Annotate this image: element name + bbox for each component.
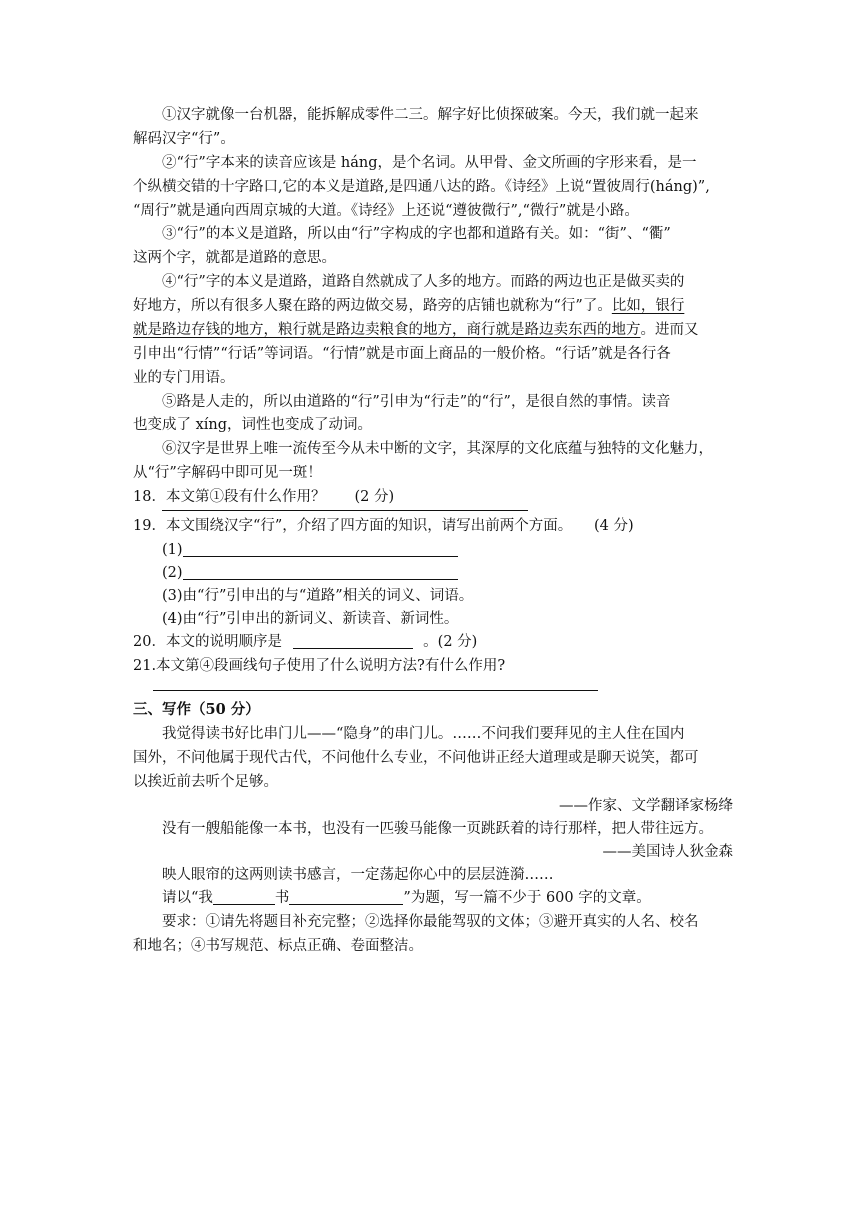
q19-item-2-blank[interactable] [183,563,458,580]
quote1-line3: 以挨近前去听个足够。 [133,774,278,790]
q19-item-4: (4)由“行”引申出的新词义、新读音、新词性。 [162,611,459,627]
prompt-part-2: 书 [274,890,290,906]
title-blank-2[interactable] [289,888,403,905]
q18-answer-line[interactable] [162,510,528,511]
question-19: 19．本文围绕汉字“行”，介绍了四方面的知识，请写出前两个方面。 (4 分) [133,518,634,534]
requirements-line1: 要求：①请先将题目补充完整；②选择你最能驾驭的文体；③避开真实的人名、校名 [162,914,699,930]
p3-line1: ③“行”的本义是道路，所以由“行”字构成的字也都和道路有关。如：“街”、“衢” [162,226,671,242]
p2-line3: “周行”就是通向西周京城的大道。《诗经》上还说“遵彼微行”,“微行”就是小路。 [133,203,639,219]
p4-line2 [133,294,733,318]
question-18: 18．本文第①段有什么作用？ (2 分) [133,489,395,505]
p6-line2: 从“行”字解码中即可见一斑！ [133,465,322,481]
requirements-line2: 和地名；④书写规范、标点正确、卷面整洁。 [133,938,423,954]
q20-score: 。(2 分) [423,634,478,650]
quote2-source: ——美国诗人狄金森 [602,844,733,860]
p2-line1: ②“行”字本来的读音应该是 háng，是个名词。从甲骨、金文所画的字形来看，是一 [162,155,697,171]
writing-lead: 映人眼帘的这两则读书感言，一定荡起你心中的层层涟漪…… [162,867,554,883]
q19-item-1-blank[interactable] [183,540,458,557]
p4-line4: 引申出“行情”“行话”等词语。“行情”就是市面上商品的一般价格。“行话”就是各行各 [133,346,671,362]
underlined-sentence-end: 就是路边存钱的地方，粮行就是路边卖粮食的地方，商行就是路边卖东西的地方 [133,322,641,338]
p4-line2-text: 好地方，所以有很多人聚在路的两边做交易，路旁的店铺也就称为“行”了。 [133,298,612,314]
q19-item-2-label: (2) [162,565,183,581]
quote1-line2: 国外，不问他属于现代古代，不问他什么专业，不问他讲正经大道理或是聊天说笑，都可 [133,750,699,766]
p4-line3-text: 。进而又 [640,322,699,338]
p1-line1: ①汉字就像一台机器，能拆解成零件二三。解字好比侦探破案。今天，我们就一起来 [162,107,699,123]
question-20 [133,630,733,654]
quote2: 没有一艘船能像一本书，也没有一匹骏马能像一页跳跃着的诗行那样，把人带往远方。 [162,821,713,837]
p6-line1: ⑥汉字是世界上唯一流传至今从未中断的文字，其深厚的文化底蕴与独特的文化魅力， [162,441,713,457]
q19-item-2 [162,561,733,585]
underlined-sentence-start: 比如，银行 [611,298,685,314]
p3-line2: 这两个字，就都是道路的意思。 [133,250,336,266]
quote1-source: ——作家、文学翻译家杨绛 [559,798,733,814]
prompt-part-3: ”为题，写一篇不少于 600 字的文章。 [403,890,651,906]
q19-item-3: (3)由“行”引申出的与“道路”相关的词义、词语。 [162,588,474,604]
p5-line2: 也变成了 xíng，词性也变成了动词。 [133,417,373,433]
q20-text: 20．本文的说明顺序是 [133,634,282,650]
q19-item-1 [162,538,733,562]
p4-line1: ④“行”字的本义是道路，道路自然就成了人多的地方。而路的两边也正是做买卖的 [162,274,685,290]
writing-prompt [162,886,733,910]
title-blank-1[interactable] [213,888,275,905]
p4-line3 [133,318,733,342]
q21-answer-line[interactable] [153,690,598,691]
p5-line1: ⑤路是人走的，所以由道路的“行”引申为“行走”的“行”，是很自然的事情。读音 [162,394,671,410]
q20-blank[interactable] [293,632,413,649]
p4-line5: 业的专门用语。 [133,370,235,386]
q19-item-1-label: (1) [162,542,183,558]
prompt-part-1: 请以“我 [162,890,213,906]
p1-line2: 解码汉字“行”。 [133,131,235,147]
question-21: 21.本文第④段画线句子使用了什么说明方法?有什么作用? [133,658,506,674]
quote1-line1: 我觉得读书好比串门儿——“隐身”的串门儿。……不问我们要拜见的主人住在国内 [162,726,685,742]
writing-heading: 三、写作（50 分） [133,701,260,718]
p2-line2: 个纵横交错的十字路口,它的本义是道路,是四通八达的路。《诗经》上说“置彼周行(háng)”, [133,179,710,195]
